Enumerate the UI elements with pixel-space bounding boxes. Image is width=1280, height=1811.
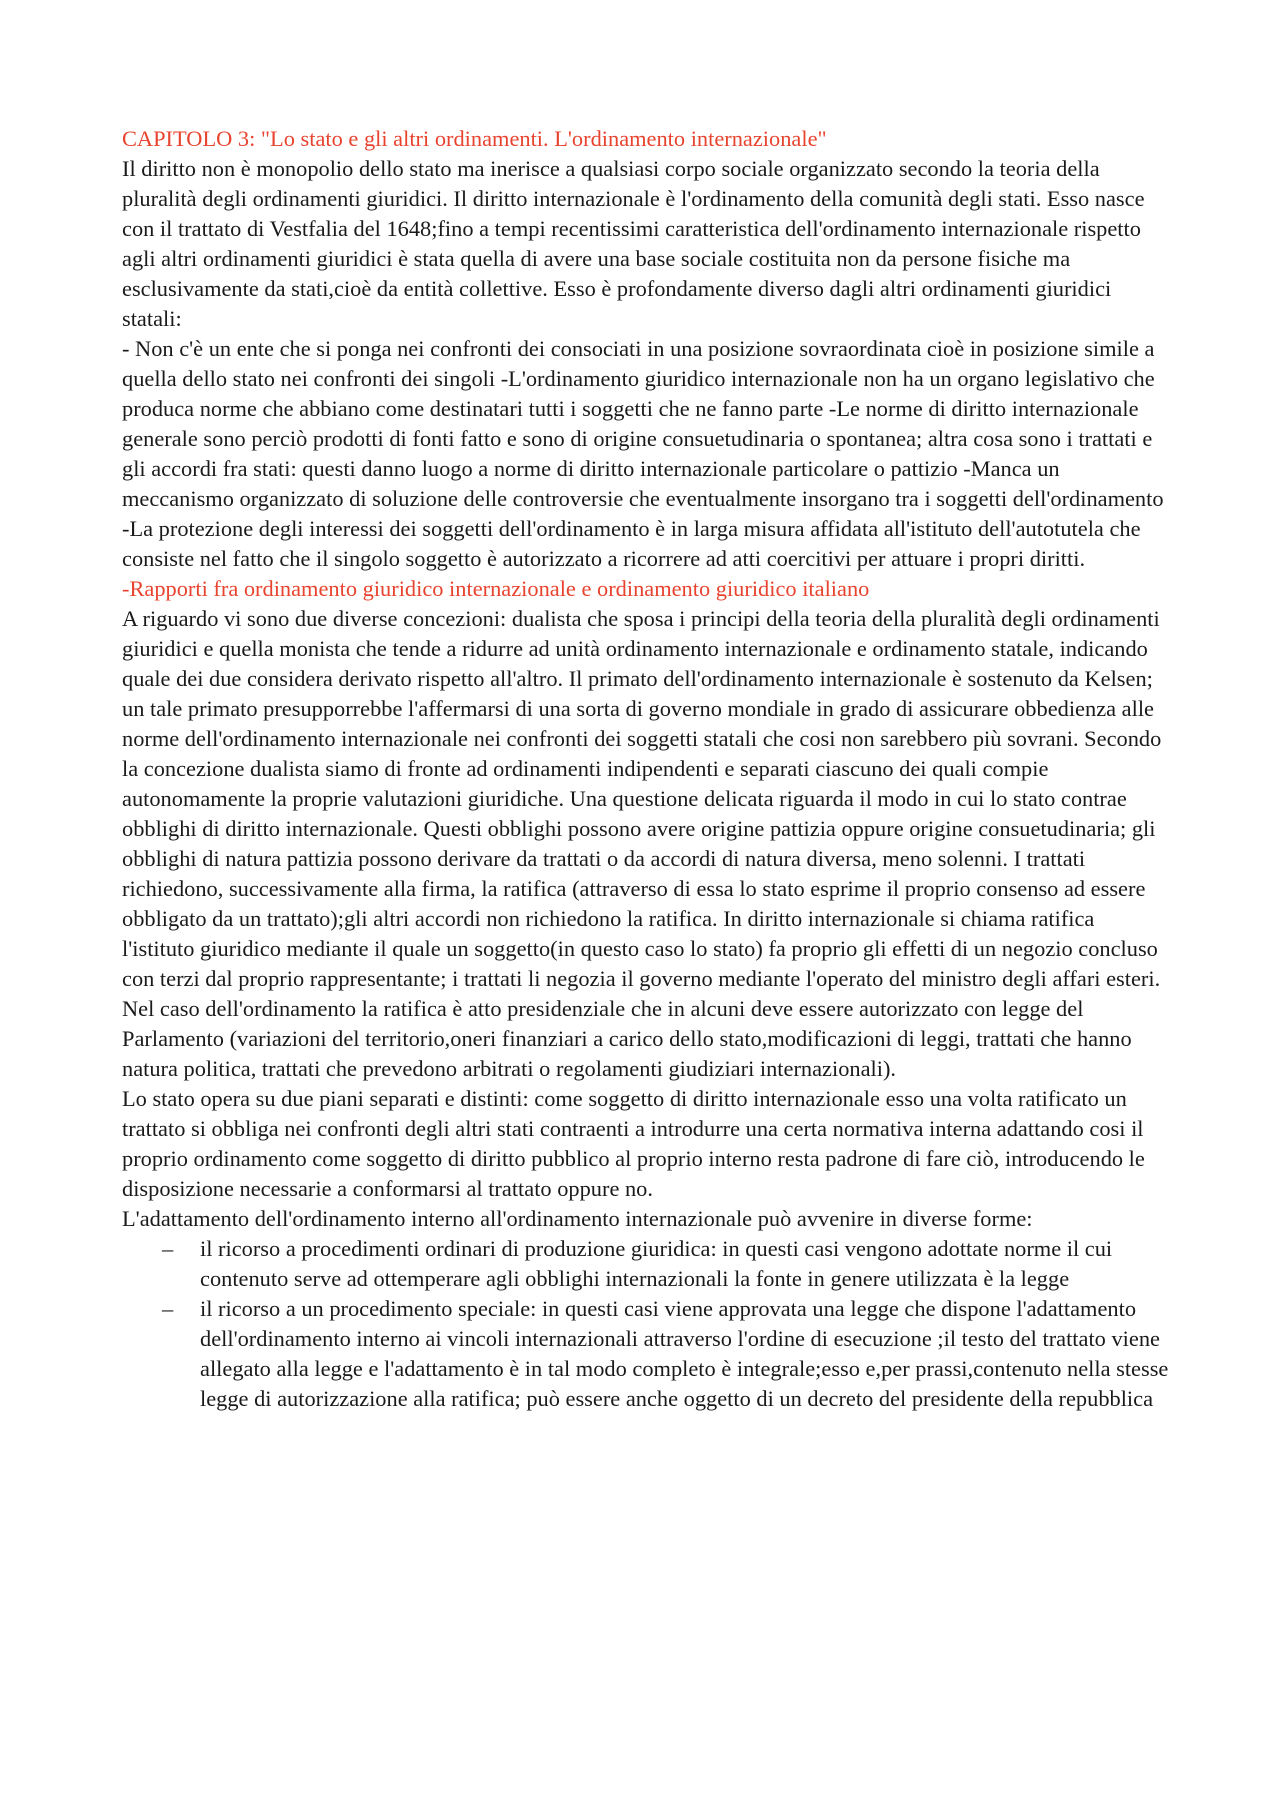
chapter-title: CAPITOLO 3: "Lo stato e gli altri ordinamenti. L'ordinamento internazionale" <box>122 126 827 151</box>
list-item <box>122 1234 1172 1294</box>
intro-paragraph: Il diritto non è monopolio dello stato ma inerisce a qualsiasi corpo sociale organizzato secondo la teoria della pluralità degli ordinamenti giuridici. Il diritto internazionale è l'ordinamento della comunità degli stati. Esso nasce con il trattato di Vestfalia del 1648;fino a tempi recentissimi caratteristica dell'ordinamento internazionale rispetto agli altri ordinamenti giuridici è stata quella di avere una base sociale costituita non da persone fisiche ma esclusivamente da stati,cioè da entità collettive. Esso è profondamente diverso dagli altri ordinamenti giuridici statali: <box>122 156 1145 331</box>
document-page <box>122 124 1172 1414</box>
section-paragraph: A riguardo vi sono due diverse concezioni: dualista che sposa i principi della teoria della pluralità degli ordinamenti giuridici e quella monista che tende a ridurre ad unità ordinamento internazionale e ordinamento statale, indicando quale dei due considera derivato rispetto all'altro. Il primato dell'ordinamento internazionale è sostenuto da Kelsen; un tale primato presupporrebbe l'affermarsi di una sorta di governo mondiale in grado di assicurare obbedienza alle norme dell'ordinamento internazionale nei confronti dei soggetti statali che cosi non sarebbero più sovrani. Secondo la concezione dualista siamo di fronte ad ordinamenti indipendenti e separati ciascuno dei quali compie autonomamente la proprie valutazioni giuridiche. Una questione delicata riguarda il modo in cui lo stato contrae obblighi di diritto internazionale. Questi obblighi possono avere origine pattizia oppure origine consuetudinaria; gli obblighi di natura pattizia possono derivare da trattati o da accordi di natura diversa, meno solenni. I trattati richiedono, successivamente alla firma, la ratifica (attraverso di essa lo stato esprime il proprio consenso ad essere obbligato da un trattato);gli altri accordi non richiedono la ratifica. In diritto internazionale si chiama ratifica l'istituto giuridico mediante il quale un soggetto(in questo caso lo stato) fa proprio gli effetti di un negozio concluso con terzi dal proprio rappresentante; i trattati li negozia il governo mediante l'operato del ministro degli affari esteri. Nel caso dell'ordinamento la ratifica è atto presidenziale che in alcuni deve essere autorizzato con legge del Parlamento (variazioni del territorio,oneri finanziari a carico dello stato,modificazioni di leggi, trattati che hanno natura politica, trattati che prevedono arbitrati o regolamenti giudiziari internazionali). <box>122 606 1162 1081</box>
section-title: -Rapporti fra ordinamento giuridico internazionale e ordinamento giuridico italiano <box>122 576 870 601</box>
two-planes-paragraph: Lo stato opera su due piani separati e distinti: come soggetto di diritto internazionale esso una volta ratificato un trattato si obbliga nei confronti degli altri stati contraenti a introdurre una certa normativa interna adattando cosi il proprio ordinamento come soggetto di diritto pubblico al proprio interno resta padrone di fare ciò, introducendo le disposizione necessarie a conformarsi al trattato oppure no. <box>122 1086 1145 1201</box>
list-item <box>122 1294 1172 1414</box>
features-paragraph: - Non c'è un ente che si ponga nei confronti dei consociati in una posizione sovraordinata cioè in posizione simile a quella dello stato nei confronti dei singoli -L'ordinamento giuridico internazionale non ha un organo legislativo che produca norme che abbiano come destinatari tutti i soggetti che ne fanno parte -Le norme di diritto internazionale generale sono perciò prodotti di fonti fatto e sono di origine consuetudinaria o spontanea; altra cosa sono i trattati e gli accordi fra stati: questi danno luogo a norme di diritto internazionale particolare o pattizio -Manca un meccanismo organizzato di soluzione delle controversie che eventualmente insorgano tra i soggetti dell'ordinamento -La protezione degli interessi dei soggetti dell'ordinamento è in larga misura affidata all'istituto dell'autotutela che consiste nel fatto che il singolo soggetto è autorizzato a ricorrere ad atti coercitivi per attuare i propri diritti. <box>122 336 1164 571</box>
adaptation-forms-list <box>122 1234 1172 1414</box>
dash-bullet-icon: – <box>162 1296 174 1321</box>
adaptation-intro: L'adattamento dell'ordinamento interno all'ordinamento internazionale può avvenire in diverse forme: <box>122 1206 1033 1231</box>
list-item-text: il ricorso a un procedimento speciale: in questi casi viene approvata una legge che dispone l'adattamento dell'ordinamento interno ai vincoli internazionali attraverso l'ordine di esecuzione ;il testo del trattato viene allegato alla legge e l'adattamento è in tal modo completo è integrale;esso e,per prassi,contenuto nella stesse legge di autorizzazione alla ratifica; può essere anche oggetto di un decreto del presidente della repubblica <box>200 1296 1169 1411</box>
dash-bullet-icon: – <box>162 1236 174 1261</box>
list-item-text: il ricorso a procedimenti ordinari di produzione giuridica: in questi casi vengono adottate norme il cui contenuto serve ad ottemperare agli obblighi internazionali la fonte in genere utilizzata è la legge <box>200 1236 1113 1291</box>
